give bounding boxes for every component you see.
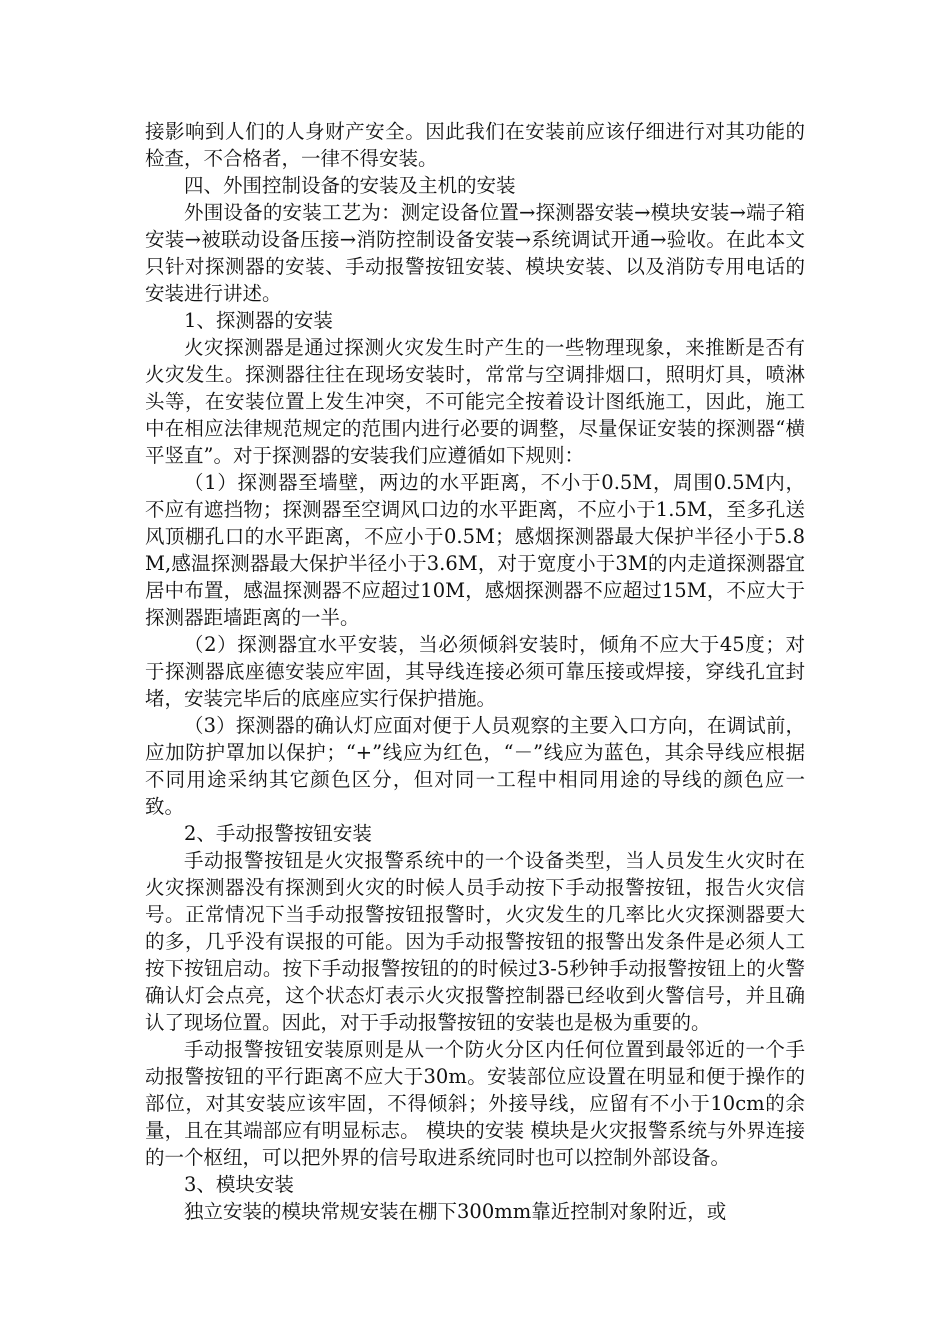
document-body [145, 118, 805, 1225]
paragraph-module-install: 独立安装的模块常规安装在棚下300mm靠近控制对象附近，或 [184, 1200, 727, 1223]
subheading-detector-install: 1、探测器的安装 [184, 309, 333, 332]
paragraph-detector-description: 火灾探测器是通过探测火灾发生时产生的一些物理现象，来推断是否有火灾发生。探测器往往在现场安装时，常常与空调排烟口，照明灯具，喷淋头等，在安装位置上发生冲突，不可能完全按着设计图纸施工，因此，施工中在相应法律规范规定的范围内进行必要的调整，尽量保证安装的探测器“横平竖直”。对于探测器的安装我们应遵循如下规则： [145, 336, 805, 467]
rule-item-3: （3）探测器的确认灯应面对便于人员观察的主要入口方向，在调试前，应加防护罩加以保护；“+”线应为红色，“－”线应为蓝色，其余导线应根据不同用途采纳其它颜色区分，但对同一工程中相同用途的导线的颜色应一致。 [145, 714, 805, 818]
rule-item-1: （1）探测器至墙壁，两边的水平距离，不小于0.5M，周围0.5M内，不应有遮挡物；探测器至空调风口边的水平距离，不应小于1.5M，至多孔送风顶棚孔口的水平距离，不应小于0.5M；感烟探测器最大保护半径小于5.8M,感温探测器最大保护半径小于3.6M，对于宽度小于3M的内走道探测器宜居中布置，感温探测器不应超过10M，感烟探测器不应超过15M，不应大于探测器距墙距离的一半。 [145, 471, 805, 629]
subheading-manual-alarm-button: 2、手动报警按钮安装 [184, 822, 372, 845]
paragraph-install-process: 外围设备的安装工艺为：测定设备位置→探测器安装→模块安装→端子箱安装→被联动设备压接→消防控制设备安装→系统调试开通→验收。在此本文只针对探测器的安装、手动报警按钮安装、模块安装、以及消防专用电话的安装进行讲述。 [145, 201, 805, 305]
subheading-module-install: 3、模块安装 [184, 1173, 294, 1196]
paragraph-intro-continuation: 接影响到人们的人身财产安全。因此我们在安装前应该仔细进行对其功能的检查，不合格者，一律不得安装。 [145, 120, 805, 170]
rule-item-2: （2）探测器宜水平安装，当必须倾斜安装时，倾角不应大于45度；对于探测器底座德安装应牢固，其导线连接必须可靠压接或焊接，穿线孔宜封堵，安装完毕后的底座应实行保护措施。 [145, 633, 805, 710]
paragraph-manual-alarm-principle: 手动报警按钮安装原则是从一个防火分区内任何位置到最邻近的一个手动报警按钮的平行距离不应大于30m。安装部位应设置在明显和便于操作的部位，对其安装应该牢固，不得倾斜；外接导线，应留有不小于10cm的余量，且在其端部应有明显标志。 模块的安装 模块是火灾报警系统与外界连接的一个枢纽，可以把外界的信号取进系统同时也可以控制外部设备。 [145, 1038, 805, 1169]
paragraph-manual-alarm-description: 手动报警按钮是火灾报警系统中的一个设备类型，当人员发生火灾时在火灾探测器没有探测到火灾的时候人员手动按下手动报警按钮，报告火灾信号。正常情况下当手动报警按钮报警时，火灾发生的几率比火灾探测器要大的多，几乎没有误报的可能。因为手动报警按钮的报警出发条件是必须人工按下按钮启动。按下手动报警按钮的的时候过3-5秒钟手动报警按钮上的火警确认灯会点亮，这个状态灯表示火灾报警控制器已经收到火警信号，并且确认了现场位置。因此，对于手动报警按钮的安装也是极为重要的。 [145, 849, 805, 1034]
section-heading-peripheral-install: 四、外围控制设备的安装及主机的安装 [184, 174, 516, 197]
